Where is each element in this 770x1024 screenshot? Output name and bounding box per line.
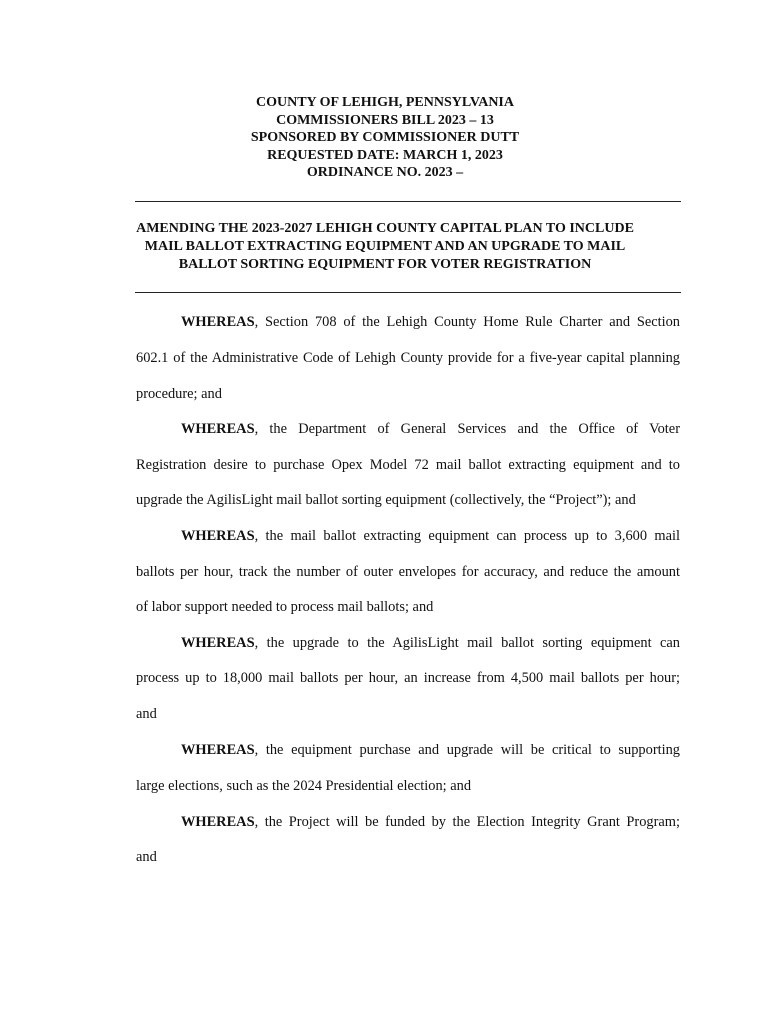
title-line-3: BALLOT SORTING EQUIPMENT FOR VOTER REGISTRATION	[178, 257, 592, 272]
title-line-1: AMENDING THE 2023-2027 LEHIGH COUNTY CAPITAL PLAN TO INCLUDE	[136, 221, 634, 236]
divider-top	[135, 201, 681, 202]
whereas-label: WHEREAS	[181, 314, 255, 330]
header-sponsor: SPONSORED BY COMMISSIONER DUTT	[250, 130, 520, 145]
whereas-label: WHEREAS	[181, 528, 255, 544]
p4-line-2: process up to 18,000 mail ballots per hour, an increase from 4,500 mail ballots per hour;	[136, 670, 680, 686]
p1-line-1: WHEREAS, Section 708 of the Lehigh County Home Rule Charter and Section	[181, 314, 680, 330]
whereas-label: WHEREAS	[181, 742, 255, 758]
whereas-label: WHEREAS	[181, 814, 255, 830]
p3-line-1: WHEREAS, the mail ballot extracting equipment can process up to 3,600 mail	[181, 528, 680, 544]
header-bill-number: COMMISSIONERS BILL 2023 – 13	[276, 112, 494, 128]
p3-line-2: ballots per hour, track the number of outer envelopes for accuracy, and reduce the amount	[136, 564, 680, 580]
p2-line-1: WHEREAS, the Department of General Services and the Office of Voter	[181, 421, 680, 437]
document-header	[0, 94, 770, 182]
p6-line-1: WHEREAS, the Project will be funded by the Election Integrity Grant Program;	[181, 814, 680, 830]
ordinance-title	[0, 220, 770, 274]
title-line-2: MAIL BALLOT EXTRACTING EQUIPMENT AND AN UPGRADE TO MAIL	[144, 239, 626, 254]
p1-line-3: procedure; and	[136, 386, 222, 402]
header-requested-date: REQUESTED DATE: MARCH 1, 2023	[267, 147, 503, 163]
p2-line-3: upgrade the AgilisLight mail ballot sorting equipment (collectively, the “Project”); and	[136, 492, 636, 508]
p5-line-2: large elections, such as the 2024 Presidential election; and	[136, 778, 472, 794]
whereas-label: WHEREAS	[181, 635, 255, 651]
p4-line-1: WHEREAS, the upgrade to the AgilisLight mail ballot sorting equipment can	[181, 635, 680, 651]
p4-line-3: and	[136, 706, 157, 722]
p6-line-2: and	[136, 849, 157, 865]
p1-line-2: 602.1 of the Administrative Code of Lehigh County provide for a five-year capital planning	[136, 350, 680, 366]
header-ordinance-number: ORDINANCE NO. 2023 –	[306, 165, 464, 180]
p3-line-3: of labor support needed to process mail ballots; and	[136, 599, 434, 615]
p2-line-2: Registration desire to purchase Opex Model 72 mail ballot extracting equipment and to	[136, 457, 680, 473]
p5-line-1: WHEREAS, the equipment purchase and upgrade will be critical to supporting	[181, 742, 680, 758]
whereas-label: WHEREAS	[181, 421, 255, 437]
divider-bottom	[135, 292, 681, 293]
header-county: COUNTY OF LEHIGH, PENNSYLVANIA	[255, 95, 514, 110]
